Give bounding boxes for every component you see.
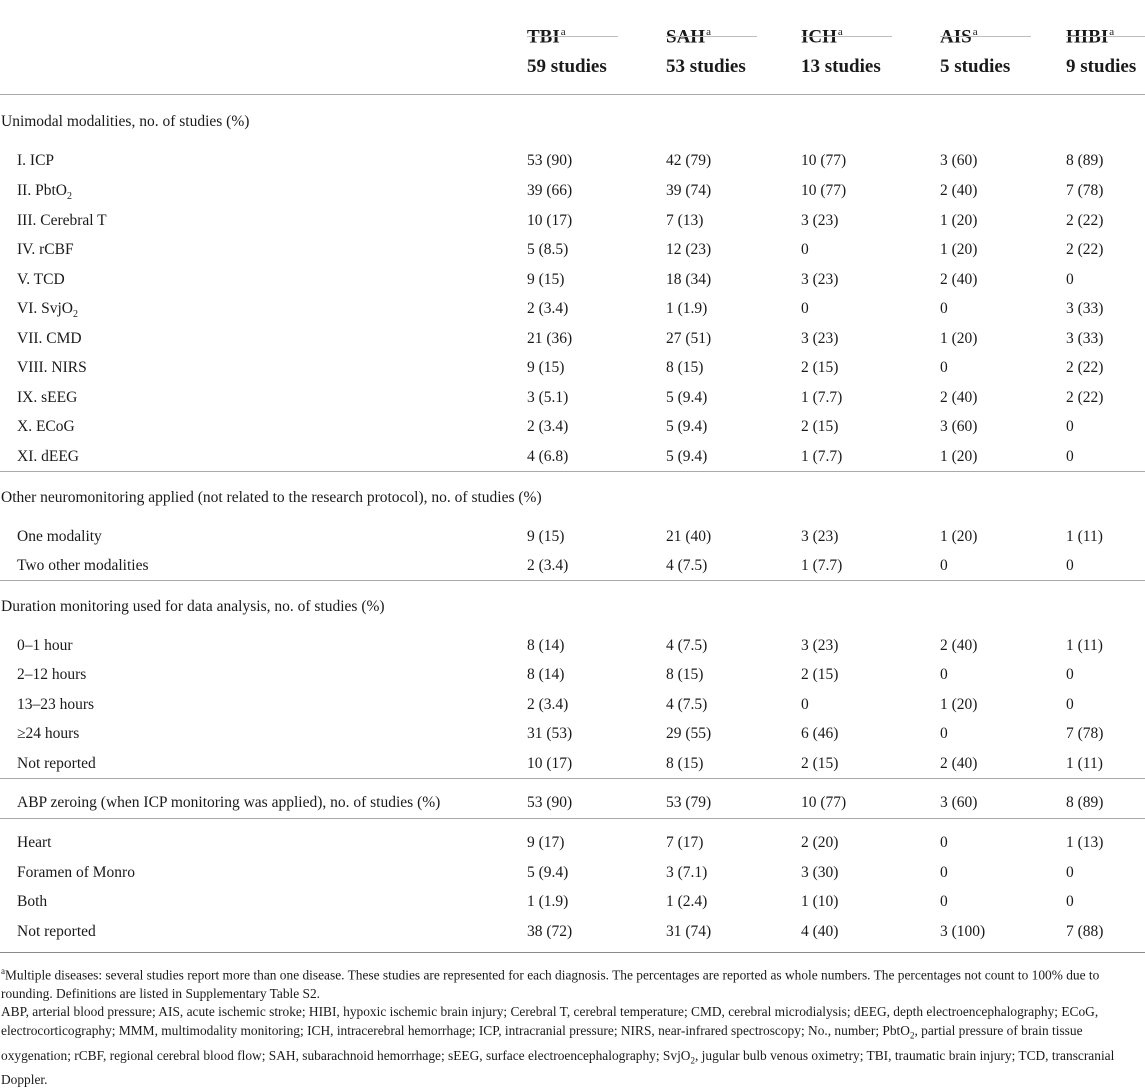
- cell-tbi: 9 (15): [527, 271, 565, 288]
- cell-hibi: 7 (78): [1066, 725, 1104, 742]
- row-label: 2–12 hours: [17, 666, 87, 683]
- cell-ais: 1 (20): [940, 528, 978, 545]
- footnote-marker: a: [972, 26, 978, 38]
- table-row-abp-zeroing: [0, 787, 1145, 817]
- cell-tbi: 9 (17): [527, 834, 565, 851]
- divider: [0, 580, 1145, 581]
- cell-sah: 4 (7.5): [666, 557, 708, 574]
- cell-ich: 2 (15): [801, 755, 839, 772]
- cell-tbi: 1 (1.9): [527, 893, 569, 910]
- row-label: IV. rCBF: [17, 241, 74, 258]
- cell-hibi: 2 (22): [1066, 241, 1104, 258]
- row-label: Foramen of Monro: [17, 864, 135, 881]
- column-count: 5 studies: [940, 56, 1011, 77]
- cell-tbi: 2 (3.4): [527, 418, 569, 435]
- cell-hibi: 1 (11): [1066, 755, 1103, 772]
- column-count: 53 studies: [666, 56, 746, 77]
- cell-ais: 0: [940, 666, 948, 683]
- section-title: Duration monitoring used for data analysis, no. of studies (%): [1, 598, 385, 615]
- cell-sah: 3 (7.1): [666, 864, 708, 881]
- cell-tbi: 53 (90): [527, 794, 573, 811]
- cell-sah: 31 (74): [666, 923, 712, 940]
- table-row: [0, 886, 1145, 916]
- divider: [0, 471, 1145, 472]
- table-row: [0, 234, 1145, 264]
- cell-tbi: 8 (14): [527, 637, 565, 654]
- row-label: ≥24 hours: [17, 725, 80, 742]
- row-label: III. Cerebral T: [17, 212, 107, 229]
- cell-hibi: 0: [1066, 271, 1074, 288]
- cell-ich: 6 (46): [801, 725, 839, 742]
- footnote-marker: a: [1109, 26, 1115, 38]
- cell-sah: 5 (9.4): [666, 389, 708, 406]
- cell-ais: 1 (20): [940, 696, 978, 713]
- cell-hibi: 2 (22): [1066, 212, 1104, 229]
- footnote-marker: a: [560, 26, 566, 38]
- cell-ais: 1 (20): [940, 241, 978, 258]
- cell-hibi: 0: [1066, 864, 1074, 881]
- section-heading-duration: [0, 591, 1145, 621]
- cell-hibi: 8 (89): [1066, 152, 1104, 169]
- cell-sah: 12 (23): [666, 241, 712, 258]
- cell-hibi: 1 (11): [1066, 637, 1103, 654]
- cell-ais: 2 (40): [940, 637, 978, 654]
- table-row: [0, 323, 1145, 353]
- cell-tbi: 2 (3.4): [527, 557, 569, 574]
- cell-ich: 0: [801, 300, 809, 317]
- divider: [0, 94, 1145, 95]
- cell-ich: 3 (23): [801, 212, 839, 229]
- footnote-a: [1, 962, 1141, 1003]
- cell-sah: 4 (7.5): [666, 696, 708, 713]
- table-row: [0, 659, 1145, 689]
- row-label: XI. dEEG: [17, 448, 79, 465]
- footnote-marker: a: [706, 26, 711, 38]
- cell-ais: 3 (60): [940, 794, 978, 811]
- section-heading-unimodal: [0, 106, 1145, 136]
- cell-tbi: 10 (17): [527, 212, 573, 229]
- row-label: Both: [17, 893, 48, 910]
- table-row: [0, 630, 1145, 660]
- column-name: SAH: [666, 26, 706, 48]
- cell-ais: 0: [940, 725, 948, 742]
- cell-ich: 2 (15): [801, 666, 839, 683]
- cell-tbi: 2 (3.4): [527, 300, 569, 317]
- table-row: [0, 205, 1145, 235]
- cell-ich: 2 (15): [801, 359, 839, 376]
- row-label: Not reported: [17, 923, 96, 940]
- column-count: 13 studies: [801, 56, 881, 77]
- table-row: [0, 689, 1145, 719]
- column-name: ICH: [801, 26, 837, 48]
- table-row: [0, 718, 1145, 748]
- cell-ais: 3 (100): [940, 923, 986, 940]
- cell-ich: 2 (20): [801, 834, 839, 851]
- cell-sah: 8 (15): [666, 666, 704, 683]
- cell-sah: 42 (79): [666, 152, 712, 169]
- cell-sah: 5 (9.4): [666, 418, 708, 435]
- cell-tbi: 3 (5.1): [527, 389, 569, 406]
- cell-ich: 0: [801, 241, 809, 258]
- cell-ais: 2 (40): [940, 389, 978, 406]
- cell-hibi: 7 (88): [1066, 923, 1104, 940]
- table-row: [0, 827, 1145, 857]
- cell-ais: 2 (40): [940, 271, 978, 288]
- row-label: Heart: [17, 834, 52, 851]
- cell-ich: 3 (23): [801, 528, 839, 545]
- cell-sah: 4 (7.5): [666, 637, 708, 654]
- divider: [0, 778, 1145, 779]
- section-heading-other: [0, 482, 1145, 512]
- section-title: Unimodal modalities, no. of studies (%): [1, 113, 250, 130]
- footnote-marker: a: [837, 26, 843, 38]
- column-name: TBI: [527, 26, 560, 48]
- cell-ais: 0: [940, 864, 948, 881]
- cell-sah: 5 (9.4): [666, 448, 708, 465]
- cell-hibi: 0: [1066, 418, 1074, 435]
- cell-sah: 7 (17): [666, 834, 704, 851]
- cell-ich: 10 (77): [801, 182, 847, 199]
- column-count: 59 studies: [527, 56, 607, 77]
- cell-ais: 2 (40): [940, 755, 978, 772]
- cell-ich: 10 (77): [801, 794, 847, 811]
- row-label: IX. sEEG: [17, 389, 78, 406]
- column-count: 9 studies: [1066, 56, 1137, 77]
- cell-hibi: 0: [1066, 448, 1074, 465]
- cell-sah: 18 (34): [666, 271, 712, 288]
- footnote-marker: a: [1, 966, 5, 976]
- cell-tbi: 5 (8.5): [527, 241, 569, 258]
- table-row: [0, 264, 1145, 294]
- row-label: Two other modalities: [17, 557, 149, 574]
- cell-hibi: 2 (22): [1066, 389, 1104, 406]
- row-label: X. ECoG: [17, 418, 75, 435]
- column-name: HIBI: [1066, 26, 1109, 48]
- row-label: II. PbtO$_2$: [17, 182, 72, 203]
- cell-ich: 0: [801, 696, 809, 713]
- cell-ais: 0: [940, 834, 948, 851]
- table-row: [0, 521, 1145, 551]
- cell-ich: 3 (30): [801, 864, 839, 881]
- cell-ich: 3 (23): [801, 271, 839, 288]
- cell-ich: 1 (7.7): [801, 448, 843, 465]
- table-row: [0, 293, 1145, 323]
- cell-ais: 1 (20): [940, 212, 978, 229]
- table-row: [0, 441, 1145, 471]
- row-label: V. TCD: [17, 271, 65, 288]
- cell-tbi: 4 (6.8): [527, 448, 569, 465]
- cell-ich: 3 (23): [801, 330, 839, 347]
- table-header: [0, 0, 1145, 94]
- cell-tbi: 9 (15): [527, 359, 565, 376]
- cell-tbi: 2 (3.4): [527, 696, 569, 713]
- cell-ais: 1 (20): [940, 330, 978, 347]
- cell-sah: 1 (1.9): [666, 300, 708, 317]
- row-label: 0–1 hour: [17, 637, 73, 654]
- cell-hibi: 0: [1066, 557, 1074, 574]
- cell-ais: 0: [940, 557, 948, 574]
- cell-tbi: 38 (72): [527, 923, 573, 940]
- row-label: I. ICP: [17, 152, 55, 169]
- table-row: [0, 382, 1145, 412]
- cell-sah: 27 (51): [666, 330, 712, 347]
- cell-tbi: 31 (53): [527, 725, 573, 742]
- cell-hibi: 3 (33): [1066, 300, 1104, 317]
- cell-ais: 0: [940, 893, 948, 910]
- cell-ich: 10 (77): [801, 152, 847, 169]
- cell-ais: 0: [940, 359, 948, 376]
- divider: [0, 818, 1145, 819]
- cell-sah: 8 (15): [666, 359, 704, 376]
- cell-ich: 1 (7.7): [801, 557, 843, 574]
- table-row: [0, 352, 1145, 382]
- cell-tbi: 9 (15): [527, 528, 565, 545]
- cell-hibi: 0: [1066, 893, 1074, 910]
- row-label: One modality: [17, 528, 102, 545]
- cell-ais: 2 (40): [940, 182, 978, 199]
- table-row: [0, 748, 1145, 778]
- row-label: ABP zeroing (when ICP monitoring was applied), no. of studies (%): [17, 794, 441, 811]
- cell-hibi: 2 (22): [1066, 359, 1104, 376]
- row-label: VIII. NIRS: [17, 359, 87, 376]
- cell-hibi: 8 (89): [1066, 794, 1104, 811]
- table-row: [0, 916, 1145, 946]
- row-label: VII. CMD: [17, 330, 82, 347]
- cell-ais: 1 (20): [940, 448, 978, 465]
- cell-ais: 0: [940, 300, 948, 317]
- cell-sah: 7 (13): [666, 212, 704, 229]
- cell-ich: 4 (40): [801, 923, 839, 940]
- table-row: [0, 857, 1145, 887]
- cell-hibi: 7 (78): [1066, 182, 1104, 199]
- cell-hibi: 1 (13): [1066, 834, 1104, 851]
- cell-hibi: 3 (33): [1066, 330, 1104, 347]
- cell-tbi: 21 (36): [527, 330, 573, 347]
- row-label: 13–23 hours: [17, 696, 95, 713]
- cell-hibi: 0: [1066, 666, 1074, 683]
- cell-tbi: 39 (66): [527, 182, 573, 199]
- cell-ich: 1 (7.7): [801, 389, 843, 406]
- cell-sah: 29 (55): [666, 725, 712, 742]
- footnote-abbreviations: ABP, arterial blood pressure; AIS, acute ischemic stroke; HIBI, hypoxic ischemic brain injury; Cerebral T, cerebral temperature; CMD, cerebral microdialysis; dEEG, depth electroencephalography; ECoG, electrocorticography; MMM, multimodality monitoring; ICH, intracerebral hemorrhage; ICP, intracranial pressure; NIRS, near-infrared spectroscopy; No., number; PbtO$_2$, partial pressure of brain tissue oxygenation; rCBF, regional cerebral blood flow; SAH, subarachnoid hemorrhage; sEEG, surface electroencephalography; SvjO$_2$, jugular bulb venous oximetry; TBI, traumatic brain injury; TCD, transcranial Doppler.: [1, 1004, 1115, 1088]
- cell-ais: 3 (60): [940, 152, 978, 169]
- cell-ais: 3 (60): [940, 418, 978, 435]
- table-row: [0, 550, 1145, 580]
- cell-tbi: 10 (17): [527, 755, 573, 772]
- table-row: [0, 175, 1145, 205]
- cell-sah: 21 (40): [666, 528, 712, 545]
- table-row: [0, 145, 1145, 175]
- section-title: Other neuromonitoring applied (not related to the research protocol), no. of studies (%): [1, 489, 542, 506]
- divider: [0, 952, 1145, 953]
- footnote-text: Multiple diseases: several studies report more than one disease. These studies are represented for each diagnosis. The percentages are reported as whole numbers. The percentages not count to 100% due to rounding. Definitions are listed in Supplementary Table S2.: [1, 967, 1100, 1002]
- table-row: [0, 411, 1145, 441]
- cell-ich: 1 (10): [801, 893, 839, 910]
- column-name: AIS: [940, 26, 972, 48]
- cell-ich: 2 (15): [801, 418, 839, 435]
- cell-ich: 3 (23): [801, 637, 839, 654]
- row-label: Not reported: [17, 755, 96, 772]
- cell-sah: 39 (74): [666, 182, 712, 199]
- cell-tbi: 5 (9.4): [527, 864, 569, 881]
- row-label: VI. SvjO$_2$: [17, 300, 78, 321]
- cell-hibi: 1 (11): [1066, 528, 1103, 545]
- cell-tbi: 8 (14): [527, 666, 565, 683]
- cell-sah: 1 (2.4): [666, 893, 708, 910]
- cell-sah: 8 (15): [666, 755, 704, 772]
- cell-tbi: 53 (90): [527, 152, 573, 169]
- cell-hibi: 0: [1066, 696, 1074, 713]
- cell-sah: 53 (79): [666, 794, 712, 811]
